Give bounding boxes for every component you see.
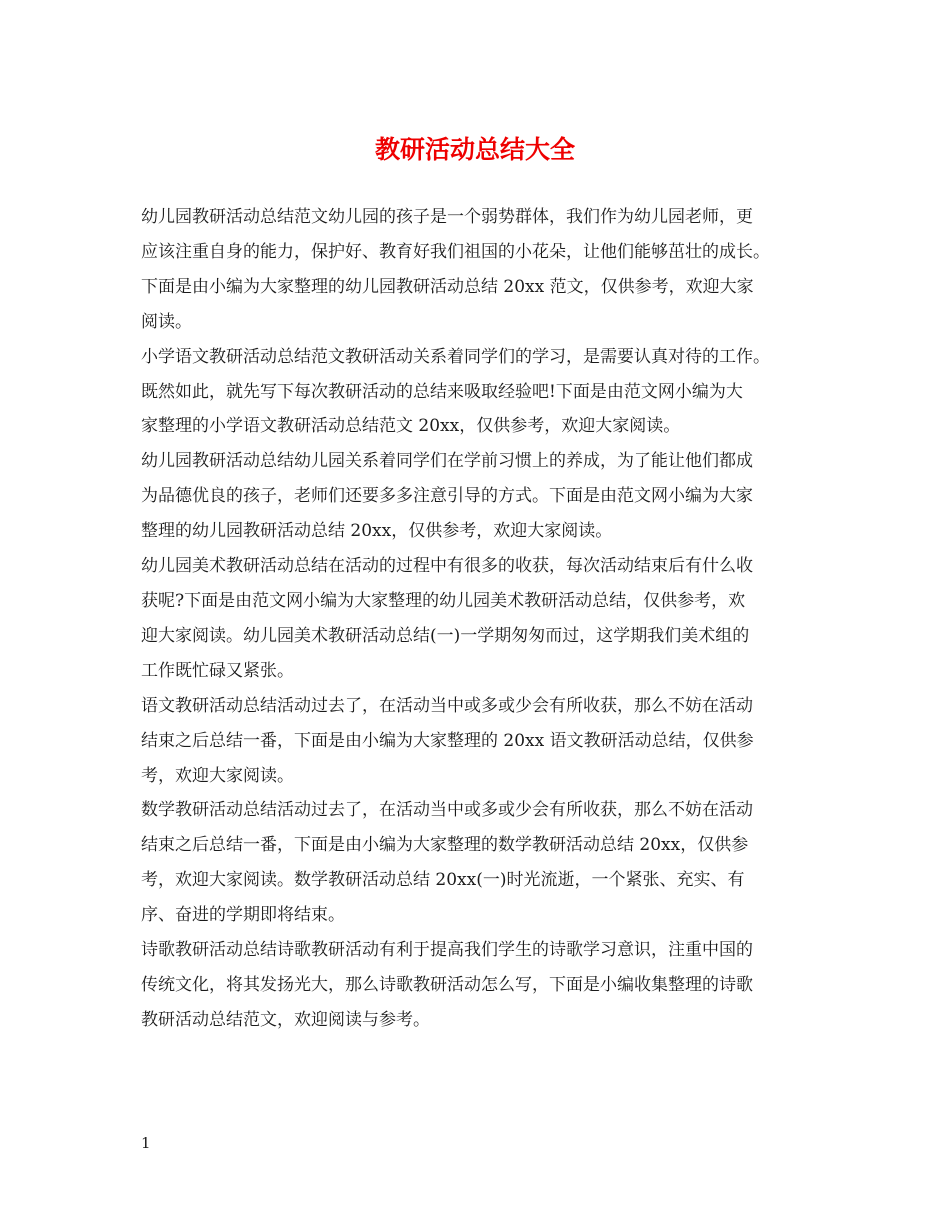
body-line: 数学教研活动总结活动过去了，在活动当中或多或少会有所收获，那么不妨在活动 [141,800,753,821]
body-line: 序、奋进的学期即将结束。 [141,905,345,926]
body-line: 幼儿园教研活动总结范文幼儿园的孩子是一个弱势群体，我们作为幼儿园老师，更 [141,207,753,227]
body-line: 迎大家阅读。幼儿园美术教研活动总结(一)一学期匆匆而过，这学期我们美术组的 [141,625,750,646]
body-line: 幼儿园美术教研活动总结在活动的过程中有很多的收获，每次活动结束后有什么收 [141,556,753,577]
body-line: 阅读。 [141,311,192,332]
body-line: 结束之后总结一番，下面是由小编为大家整理的 20xx 语文教研活动总结，仅供参 [141,730,754,751]
body-line: 获呢?下面是由范文网小编为大家整理的幼儿园美术教研活动总结，仅供参考，欢 [141,590,746,611]
body-line: 结束之后总结一番，下面是由小编为大家整理的数学教研活动总结 20xx，仅供参 [141,835,749,856]
body-line: 诗歌教研活动总结诗歌教研活动有利于提高我们学生的诗歌学习意识，注重中国的 [141,940,753,961]
body-line: 整理的幼儿园教研活动总结 20xx，仅供参考，欢迎大家阅读。 [141,521,613,542]
body-line: 考，欢迎大家阅读。数学教研活动总结 20xx(一)时光流逝，一个紧张、充实、有 [141,870,745,891]
body-line: 下面是由小编为大家整理的幼儿园教研活动总结 20xx 范文，仅供参考，欢迎大家 [141,276,754,297]
body-line: 家整理的小学语文教研活动总结范文 20xx，仅供参考，欢迎大家阅读。 [141,416,681,437]
document-title: 教研活动总结大全 [374,135,575,164]
body-line: 为品德优良的孩子，老师们还要多多注意引导的方式。下面是由范文网小编为大家 [141,486,753,507]
body-line: 教研活动总结范文，欢迎阅读与参考。 [141,1009,430,1030]
document-body [141,200,823,1038]
body-line: 既然如此，就先写下每次教研活动的总结来吸取经验吧!下面是由范文网小编为大 [141,381,743,402]
body-line: 语文教研活动总结活动过去了，在活动当中或多或少会有所收获，那么不妨在活动 [141,695,753,716]
body-line: 传统文化，将其发扬光大，那么诗歌教研活动怎么写，下面是小编收集整理的诗歌 [141,974,753,995]
body-line: 小学语文教研活动总结范文教研活动关系着同学们的学习，是需要认真对待的工作。 [141,346,770,367]
page-number: 1 [141,1134,151,1152]
body-line: 幼儿园教研活动总结幼儿园关系着同学们在学前习惯上的养成，为了能让他们都成 [141,451,753,472]
body-line: 考，欢迎大家阅读。 [141,765,294,786]
body-line: 应该注重自身的能力，保护好、教育好我们祖国的小花朵，让他们能够茁壮的成长。 [141,241,770,262]
body-line: 工作既忙碌又紧张。 [141,660,294,681]
